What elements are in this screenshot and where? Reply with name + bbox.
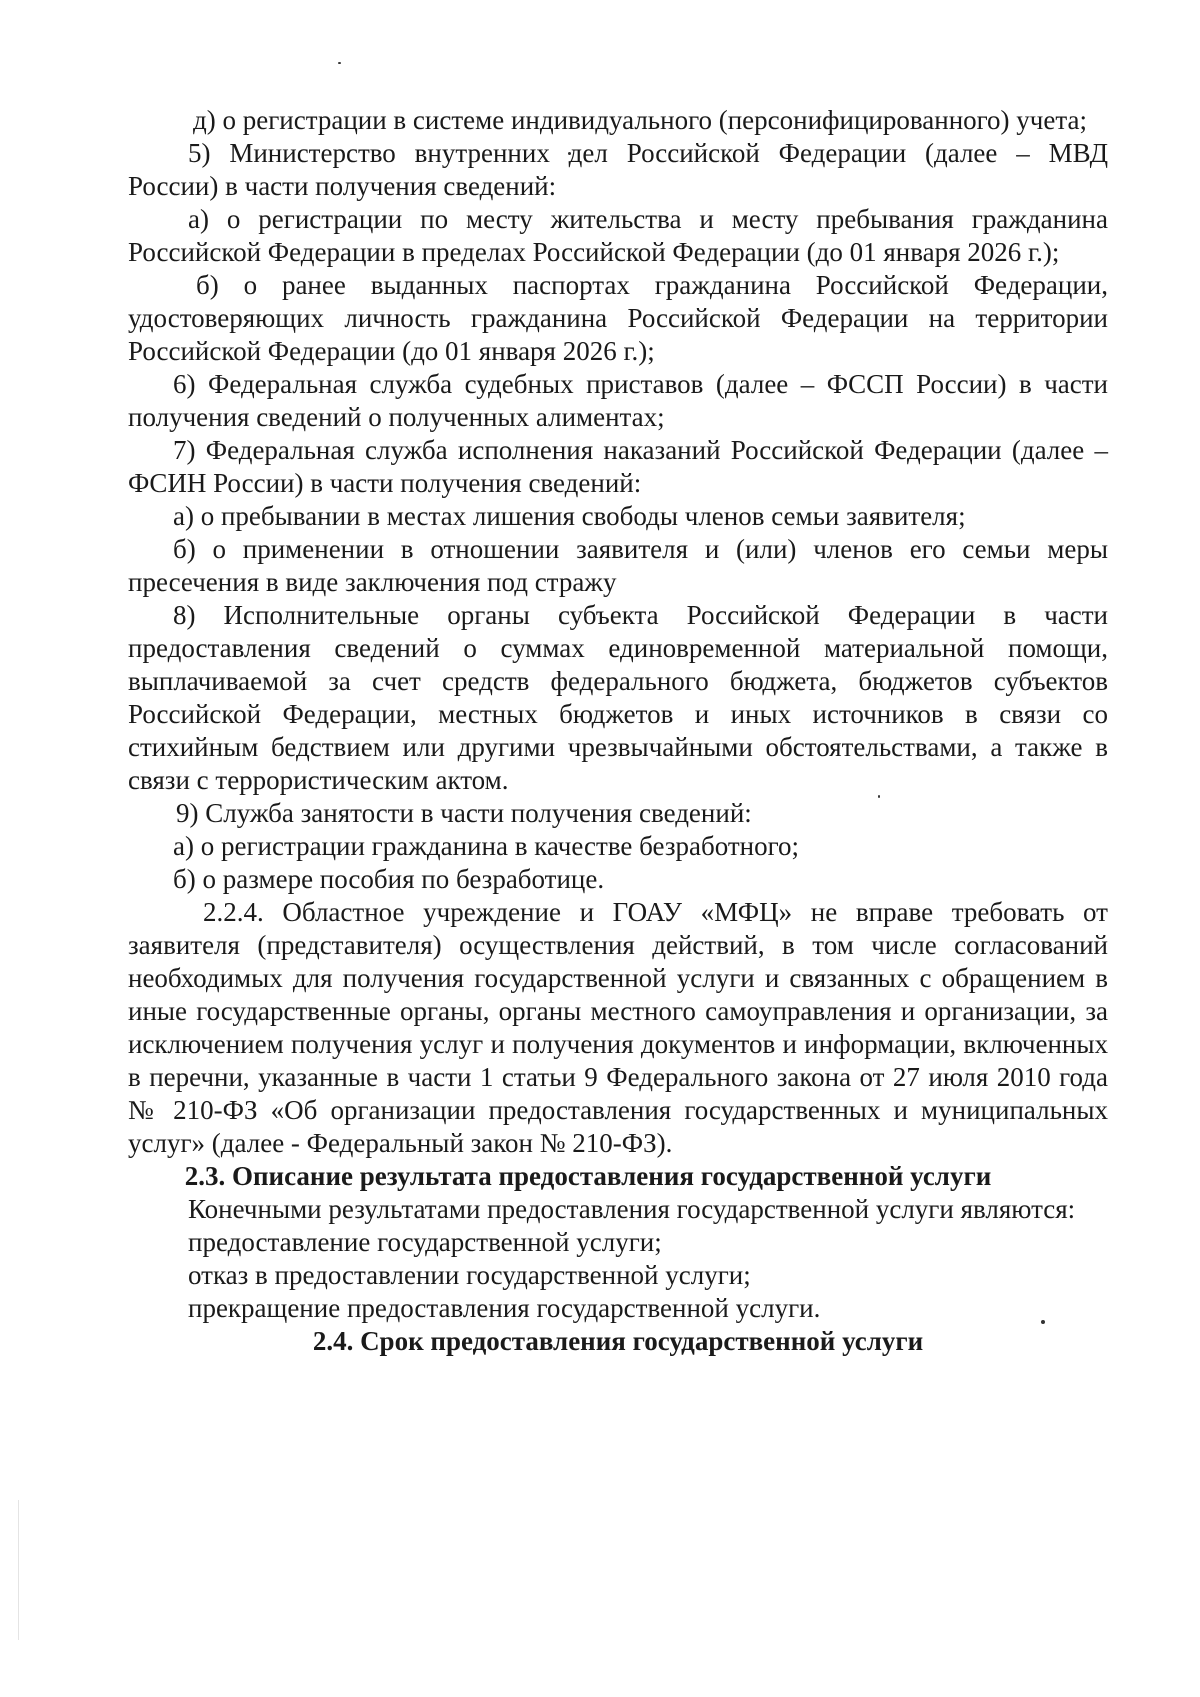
result-list-item: прекращение предоставления государственной услуги.	[188, 1293, 821, 1323]
section-heading-2-4: 2.4. Срок предоставления государственной услуги	[312, 1326, 924, 1356]
scan-edge-mark	[18, 1500, 19, 1640]
paragraph: б) о размере пособия по безработице.	[173, 864, 605, 894]
paragraph: 2.2.4. Областное учреждение и ГОАУ «МФЦ» не вправе требовать от заявителя (представителя) осуществления действий, в том числе согласований необходимых для получения государственной услуги и связанных с обращением в иные государственные органы, органы местного самоуправления и организации, за исключением получения услуг и получения документов и информации, включенных в перечни, указанные в части 1 статьи 9 Федерального закона от 27 июля 2010 года № 210-ФЗ «Об организации предоставления государственных и муниципальных услуг» (далее - Федеральный закон № 210-ФЗ).	[128, 897, 1108, 1158]
result-list-item: отказ в предоставлении государственной услуги;	[188, 1260, 751, 1290]
paragraph: а) о регистрации по месту жительства и месту пребывания гражданина Российской Федерации в пределах Российской Федерации (до 01 января 2026 г.);	[128, 204, 1108, 267]
paragraph: б) о ранее выданных паспортах гражданина Российской Федерации, удостоверяющих личность гражданина Российской Федерации на территории Российской Федерации (до 01 января 2026 г.);	[128, 270, 1108, 366]
paragraph: д) о регистрации в системе индивидуального (персонифицированного) учета;	[193, 105, 1087, 135]
paragraph: 5) Министерство внутренних дел Российской Федерации (далее – МВД России) в части получения сведений:	[128, 138, 1108, 201]
paragraph: а) о регистрации гражданина в качестве безработного;	[173, 831, 800, 861]
scan-speck	[338, 62, 341, 64]
paragraph: б) о применении в отношении заявителя и (или) членов его семьи меры пресечения в виде заключения под стражу	[128, 534, 1108, 597]
result-list-item: предоставление государственной услуги;	[188, 1227, 662, 1257]
document-page	[128, 104, 1108, 1358]
paragraph: 7) Федеральная служба исполнения наказаний Российской Федерации (далее – ФСИН России) в части получения сведений:	[128, 435, 1108, 498]
paragraph: 6) Федеральная служба судебных приставов (далее – ФССП России) в части получения сведений о полученных алиментах;	[128, 369, 1108, 432]
paragraph: 8) Исполнительные органы субъекта Российской Федерации в части предоставления сведений о суммах единовременной материальной помощи, выплачиваемой за счет средств федерального бюджета, бюджетов субъектов Российской Федерации, местных бюджетов и иных источников в связи со стихийным бедствием или другими чрезвычайными обстоятельствами, а также в связи с террористическим актом.	[128, 600, 1108, 795]
paragraph: 9) Служба занятости в части получения сведений:	[176, 798, 752, 828]
section-heading-2-3: 2.3. Описание результата предоставления государственной услуги	[184, 1161, 992, 1191]
paragraph: а) о пребывании в местах лишения свободы членов семьи заявителя;	[173, 501, 966, 531]
section-intro: Конечными результатами предоставления государственной услуги являются:	[188, 1194, 1076, 1224]
